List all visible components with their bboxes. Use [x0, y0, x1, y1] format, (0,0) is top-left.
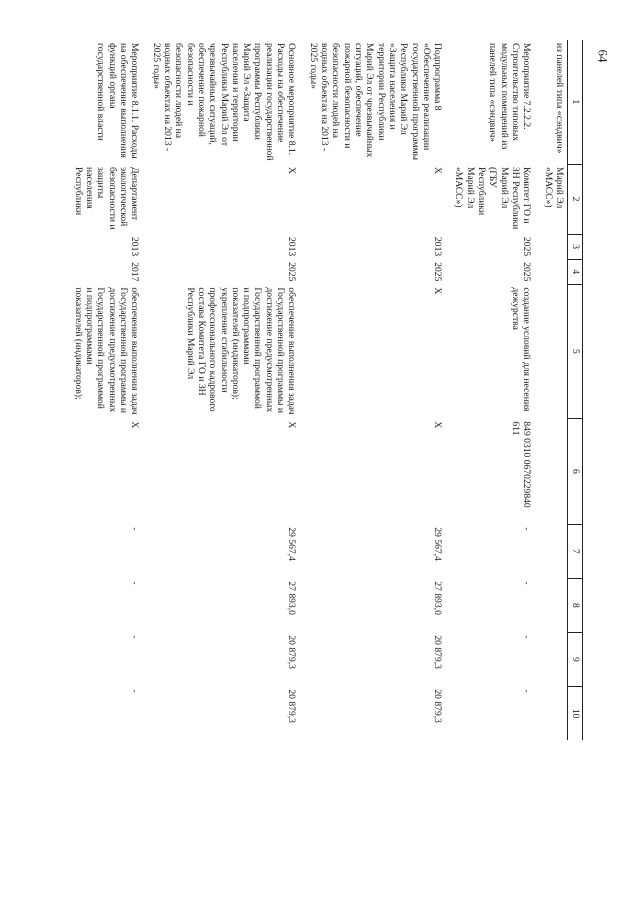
table-row — [148, 40, 305, 740]
cell-executor: Департамент экологической безопасности и защиты населения Республики — [72, 167, 141, 230]
cell-value-10: - — [129, 689, 141, 693]
column-number-header — [568, 40, 583, 740]
cell-value-10: 20 879,3 — [286, 689, 298, 723]
cell-value-10 — [540, 686, 567, 740]
cell-value-8: - — [521, 581, 533, 585]
cell-executor: Комитет ГО и ЗН Республики Марий Эл (ГБУ Республики Марий Эл «МАСС») — [453, 167, 533, 230]
cell-value-7: 29 567,4 — [286, 527, 298, 561]
cell-result: X — [432, 287, 444, 295]
cell-start-year — [540, 234, 567, 259]
column-header: 2 — [568, 164, 583, 234]
column-header: 6 — [568, 418, 583, 524]
cell-executor: Марий Эл «МАСС») — [542, 167, 565, 209]
cell-name: из панелей типа «сэндвич» — [554, 43, 565, 154]
cell-start-year: 2013 — [286, 237, 298, 257]
program-table — [71, 40, 584, 740]
cell-end-year: 2017 — [129, 262, 141, 282]
cell-end-year: 2025 — [521, 262, 533, 282]
cell-name: Мероприятие 8.1.1. Расходы на обеспечение выполнения функций органа государственной власти — [95, 43, 141, 159]
table-row — [305, 40, 451, 740]
page-number: 64 — [595, 49, 611, 63]
cell-code: X — [129, 421, 141, 429]
cell-name: Основное мероприятие 8.1. Расходы на обеспечение реализации государственной программы Республики Марий Эл «Защита населения и территории Республики Марий Эл от чрезвычайных ситуаций, обеспечение пожарной безопасности и безопасности людей на водных объектах на 2013 - 2025 годы» — [150, 43, 298, 161]
column-header: 10 — [568, 686, 583, 740]
cell-code: X — [286, 421, 298, 429]
cell-value-7: 29 567,4 — [432, 527, 444, 561]
cell-code: X — [432, 421, 444, 429]
cell-executor: X — [432, 167, 444, 174]
cell-value-7 — [540, 524, 567, 578]
cell-value-9: 20 879,3 — [432, 635, 444, 669]
cell-name: Мероприятие 7.2.2.2. Строительство типовых модульных помещений из панелей типа «сэндвич» — [487, 43, 533, 150]
cell-end-year: 2025 — [286, 262, 298, 282]
cell-value-9: - — [521, 635, 533, 639]
cell-result — [540, 284, 567, 418]
column-header: 8 — [568, 578, 583, 632]
cell-result: создание условий для несения дежурства — [510, 287, 533, 412]
cell-end-year — [540, 259, 567, 284]
cell-start-year: 2013 — [129, 237, 141, 257]
cell-value-10: 20 879,3 — [432, 689, 444, 723]
cell-start-year: 2025 — [521, 237, 533, 257]
table-row — [540, 40, 567, 740]
cell-name: Подпрограмма 8 «Обеспечение реализации государственной программы Республики Марий Эл «Защита населения и территории Республики Марий Эл от чрезвычайных ситуаций, обеспечение пожарной безопасности и безопасности людей на водных объектах на 2013 - 2025 годы» — [307, 43, 444, 161]
cell-value-8: 27 893,0 — [432, 581, 444, 615]
cell-value-7: - — [129, 527, 141, 531]
cell-value-7: - — [521, 527, 533, 531]
cell-code — [540, 418, 567, 524]
table-row — [451, 40, 540, 740]
cell-code: 849 0310 0670229840 611 — [510, 421, 533, 508]
cell-end-year: 2025 — [432, 262, 444, 282]
column-header: 4 — [568, 259, 583, 284]
cell-value-8: 27 893,0 — [286, 581, 298, 615]
cell-executor: X — [286, 167, 298, 174]
column-header: 1 — [568, 40, 583, 164]
column-header: 5 — [568, 284, 583, 418]
cell-value-9: - — [129, 635, 141, 639]
cell-value-9: 20 879,3 — [286, 635, 298, 669]
cell-result: обеспечение выполнения задач Государственной программы и достижение предусмотренных Государственной программой и подпрограммами показателей (индикаторов); — [72, 287, 141, 415]
table-row — [71, 40, 149, 740]
column-header: 3 — [568, 234, 583, 259]
cell-result: обеспечение выполнения задач Государственной программы и достижение предусмотренных Государственной программой и подпрограммами показателей (индикаторов); укрепление стабильности профессионального кадрового состава Комитета ГО и ЗН Республики Марий Эл — [184, 287, 298, 415]
cell-value-10: - — [521, 689, 533, 693]
cell-value-8: - — [129, 581, 141, 585]
cell-value-8 — [540, 578, 567, 632]
cell-value-9 — [540, 632, 567, 686]
column-header: 7 — [568, 524, 583, 578]
cell-start-year: 2013 — [432, 237, 444, 257]
column-header: 9 — [568, 632, 583, 686]
